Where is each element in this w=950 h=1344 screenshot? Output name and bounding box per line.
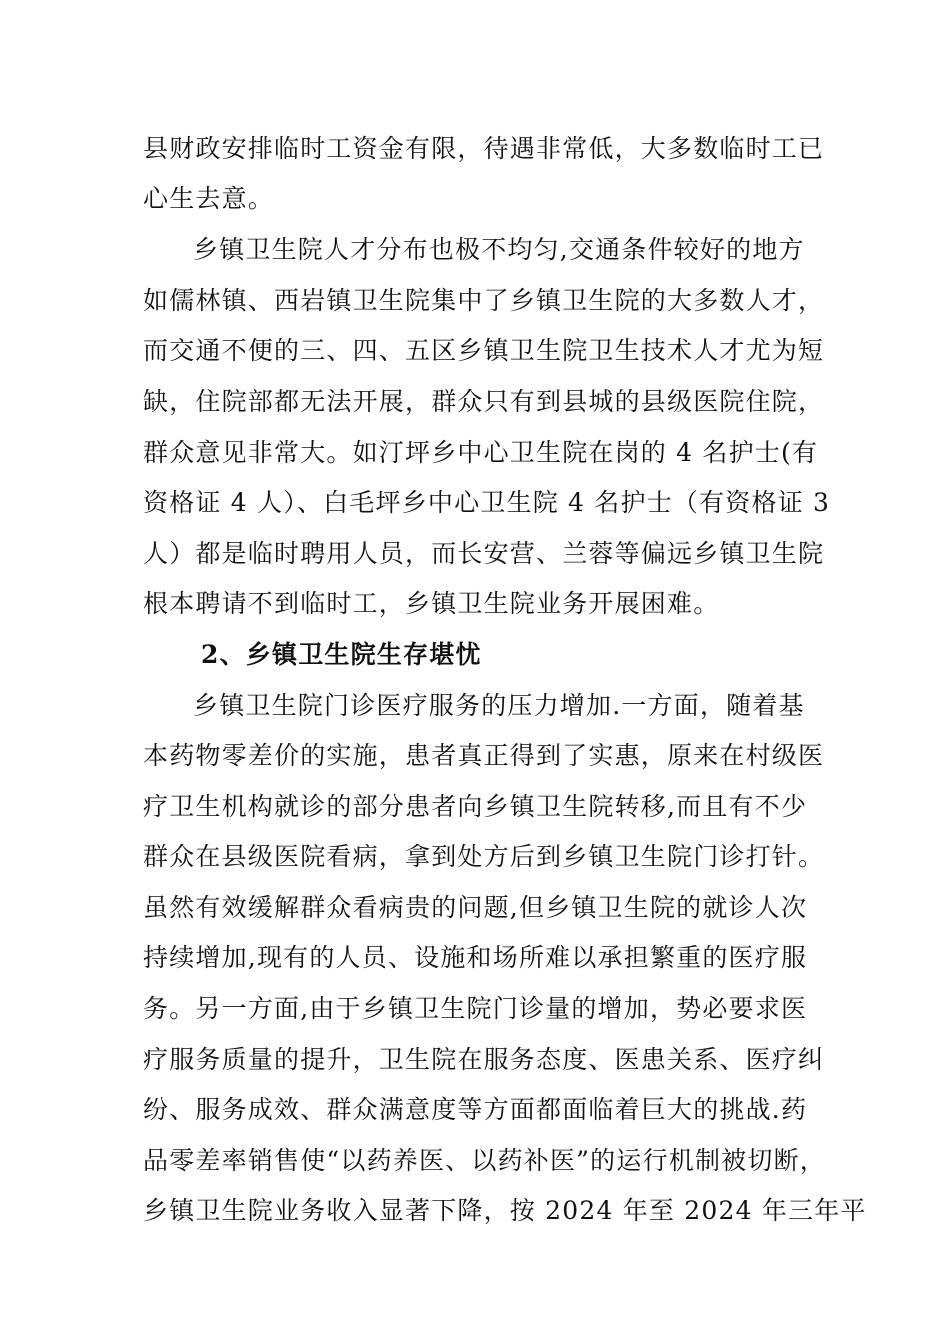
paragraph-2-line-2: 如儒林镇、西岩镇卫生院集中了乡镇卫生院的大多数人才， <box>143 286 825 315</box>
paragraph-2-line-5: 群众意见非常大。如汀坪乡中心卫生院在岗的 4 名护士(有 <box>143 438 819 467</box>
paragraph-2-line-1: 乡镇卫生院人才分布也极不均匀,交通条件较好的地方 <box>193 235 805 264</box>
paragraph-3-line-8: 疗服务质量的提升，卫生院在服务态度、医患关系、医疗纠 <box>143 1045 825 1074</box>
paragraph-3-line-4: 群众在县级医院看病，拿到处方后到乡镇卫生院门诊打针。 <box>143 842 825 871</box>
paragraph-1-line-2: 心生去意。 <box>143 184 275 213</box>
paragraph-3-line-2: 本药物零差价的实施，患者真正得到了实惠，原来在村级医 <box>143 741 825 770</box>
paragraph-3-line-1: 乡镇卫生院门诊医疗服务的压力增加.一方面，随着基 <box>193 691 805 720</box>
paragraph-2-line-6: 资格证 4 人）、白毛坪乡中心卫生院 4 名护士（有资格证 3 <box>143 488 831 517</box>
paragraph-3-line-10: 品零差率销售使“以药养医、以药补医”的运行机制被切断， <box>143 1146 826 1175</box>
paragraph-2-line-7: 人）都是临时聘用人员，而长安营、兰蓉等偏远乡镇卫生院 <box>143 539 825 568</box>
paragraph-2-line-4: 缺，住院部都无法开展，群众只有到县城的县级医院住院， <box>143 387 825 416</box>
paragraph-2-line-3: 而交通不便的三、四、五区乡镇卫生院卫生技术人才尤为短 <box>143 336 825 365</box>
paragraph-3-line-9: 纷、服务成效、群众满意度等方面都面临着巨大的挑战.药 <box>143 1095 808 1124</box>
paragraph-2-line-8: 根本聘请不到临时工，乡镇卫生院业务开展困难。 <box>143 589 720 618</box>
paragraph-3-line-7: 务。另一方面,由于乡镇卫生院门诊量的增加，势必要求医 <box>143 994 808 1023</box>
paragraph-3-line-6: 持续增加,现有的人员、设施和场所难以承担繁重的医疗服 <box>143 943 808 972</box>
paragraph-3-line-3: 疗卫生机构就诊的部分患者向乡镇卫生院转移,而且有不少 <box>143 792 808 821</box>
paragraph-3-line-5: 虽然有效缓解群众看病贵的问题,但乡镇卫生院的就诊人次 <box>143 893 808 922</box>
paragraph-3-line-11: 乡镇卫生院业务收入显著下降，按 2024 年至 2024 年三年平 <box>143 1196 867 1225</box>
paragraph-1-line-1: 县财政安排临时工资金有限，待遇非常低，大多数临时工已 <box>143 134 825 163</box>
section-heading: 2、乡镇卫生院生存堪忧 <box>201 640 482 669</box>
